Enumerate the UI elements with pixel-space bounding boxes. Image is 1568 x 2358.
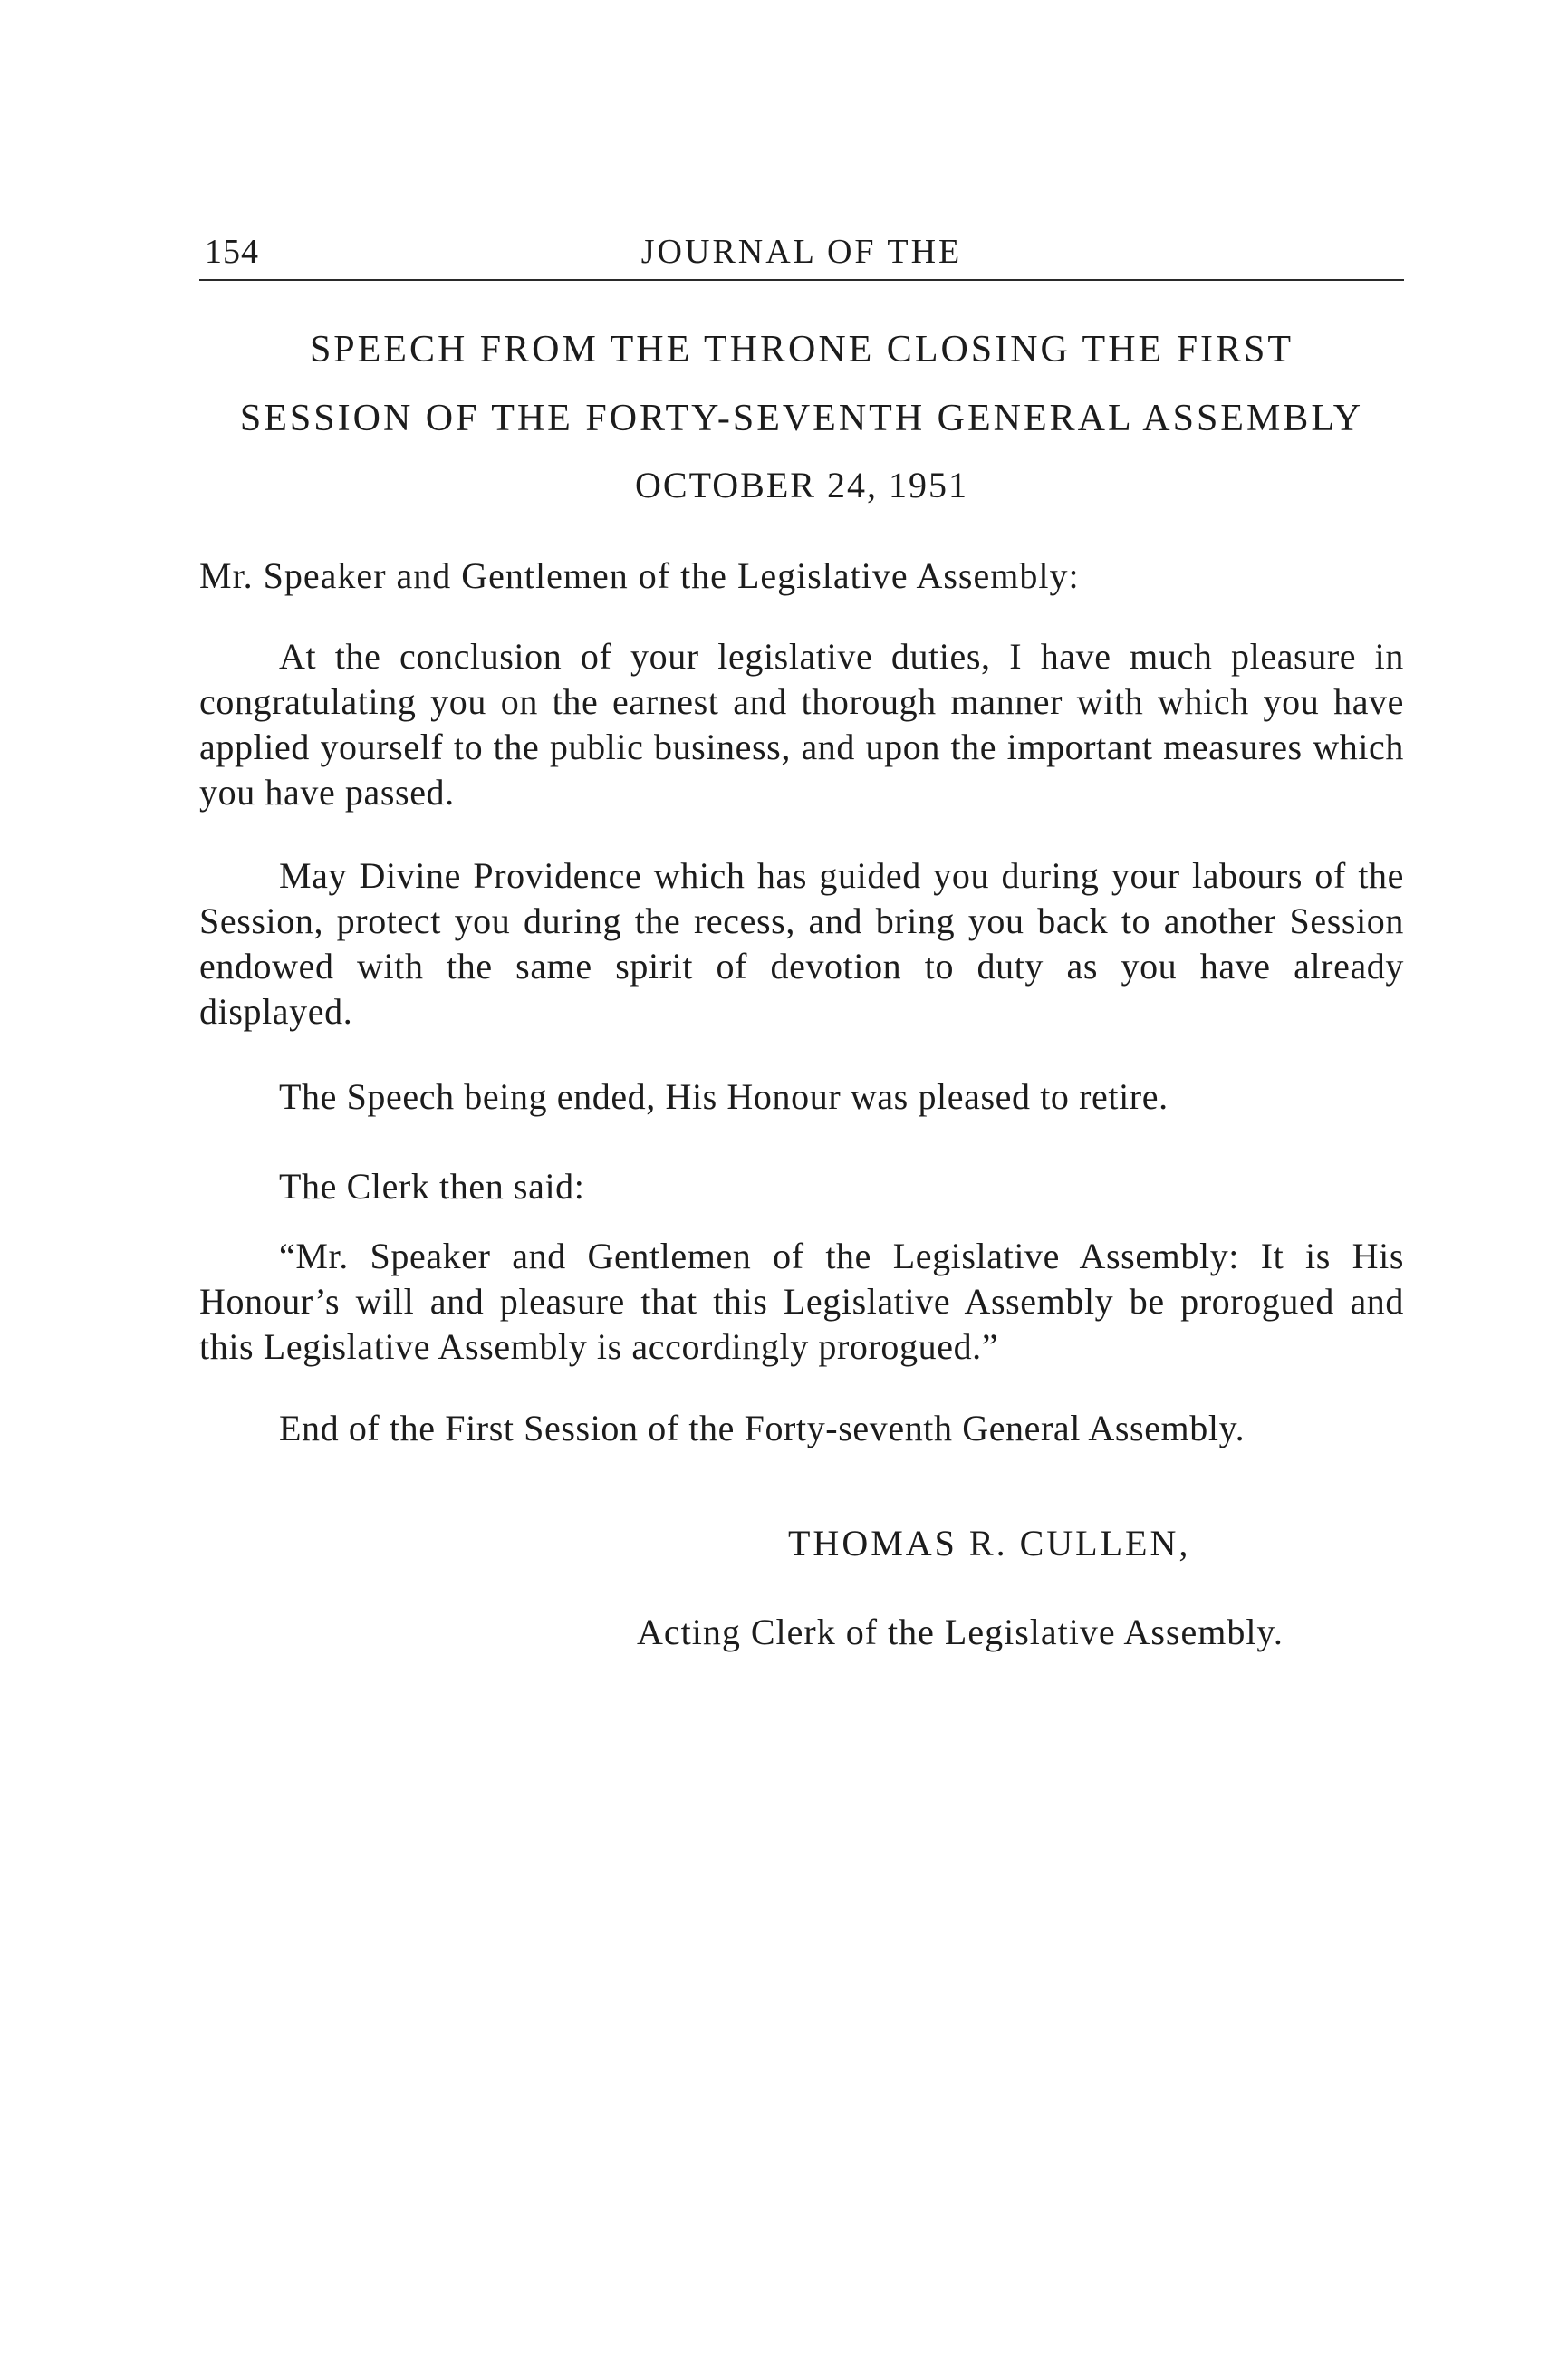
speech-heading-line-1: SPEECH FROM THE THRONE CLOSING THE FIRST [309,329,1294,371]
speech-heading-line-2: SESSION OF THE FORTY-SEVENTH GENERAL ASSEMBLY [239,398,1364,439]
running-head [199,225,1404,281]
paragraph-congratulations: At the conclusion of your legislative duties, I have much pleasure in congratulating you on the earnest and thorough manner with which you have applied yourself to the public business, and upon the important measures which you have passed. [199,636,1404,813]
paragraph-end-of-session: End of the First Session of the Forty-seventh General Assembly. [279,1408,1246,1448]
paragraph-providence: May Divine Providence which has guided you during your labours of the Session, protect you during the recess, and bring you back to another Session endowed with the same spirit of devotion to duty as you have already displayed. [199,855,1404,1032]
signatory-name: THOMAS R. CULLEN, [788,1523,1191,1564]
signatory-title: Acting Clerk of the Legislative Assembly. [637,1612,1284,1652]
salutation: Mr. Speaker and Gentlemen of the Legislative Assembly: [199,555,1080,596]
page-number: 154 [205,233,259,271]
speech-date: OCTOBER 24, 1951 [635,465,968,505]
paragraph-clerk-said: The Clerk then said: [279,1166,585,1207]
paragraph-prorogation: “Mr. Speaker and Gentlemen of the Legislative Assembly: It is His Honour’s will and pleasure that this Legislative Assembly be prorogued and this Legislative Assembly is accordingly prorogued.” [199,1236,1404,1367]
journal-title: JOURNAL OF THE [640,233,963,271]
paragraph-speech-ended: The Speech being ended, His Honour was pleased to retire. [279,1076,1169,1117]
